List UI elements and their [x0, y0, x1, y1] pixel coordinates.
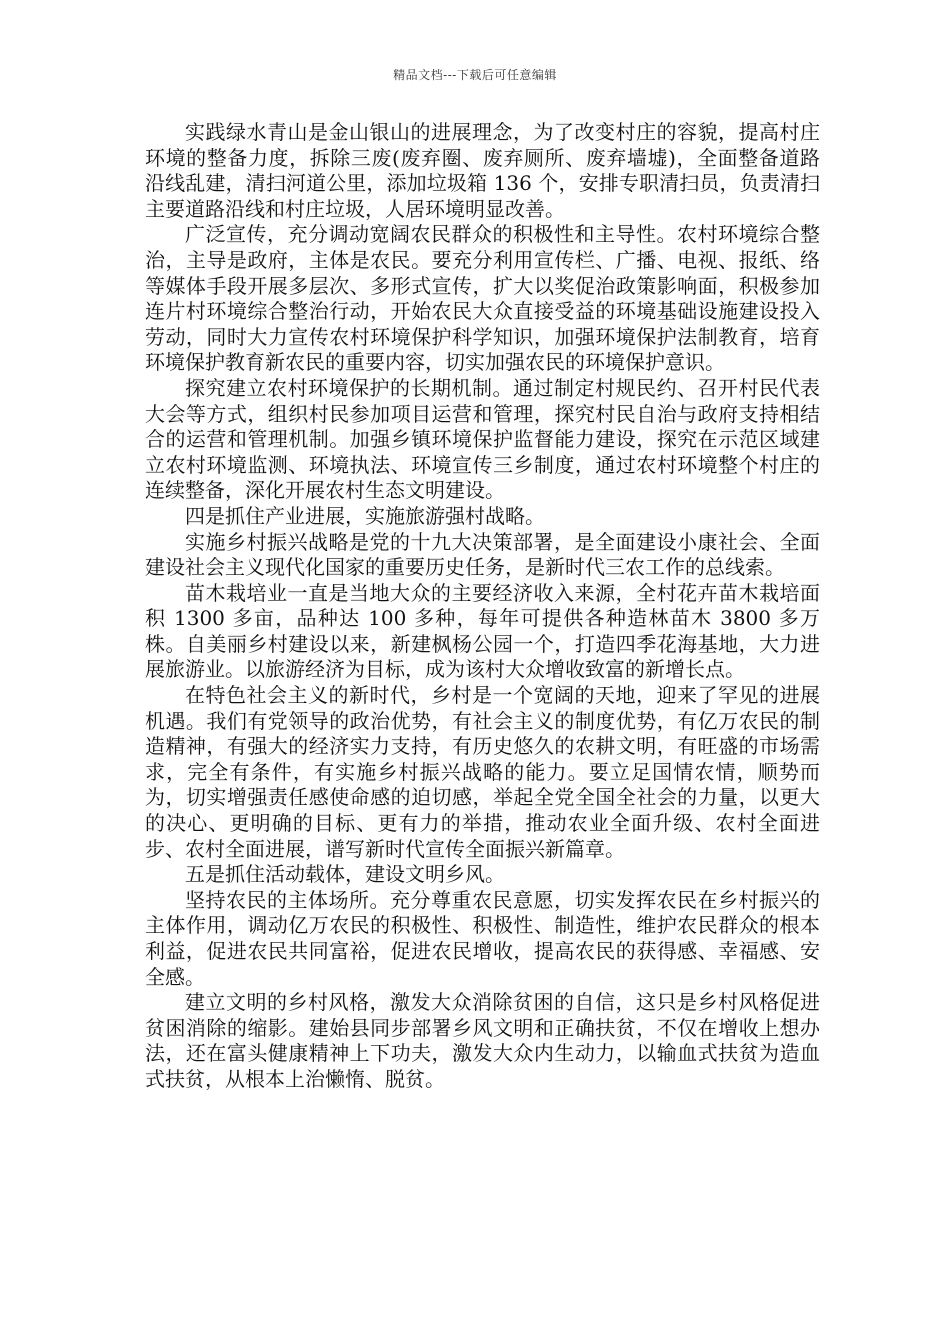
paragraph: 苗木栽培业一直是当地大众的主要经济收入来源，全村花卉苗木栽培面积 1300 多亩，品种达 100 多种，每年可提供各种造林苗木 3800 多万株。自美丽乡村建设以来，新建枫杨公园一个，打造四季花海基地，大力进展旅游业。以旅游经济为目标，成为该村大众增收致富的新增长点。 — [145, 580, 820, 682]
paragraph: 广泛宣传，充分调动宽阔农民群众的积极性和主导性。农村环境综合整治，主导是政府，主体是农民。要充分利用宣传栏、广播、电视、报纸、络等媒体手段开展多层次、多形式宣传，扩大以奖促治政策影响面，积极参加连片村环境综合整治行动，开始农民大众直接受益的环境基础设施建设投入劳动，同时大力宣传农村环境保护科学知识，加强环境保护法制教育，培育环境保护教育新农民的重要内容，切实加强农民的环境保护意识。 — [145, 222, 820, 375]
paragraph: 实施乡村振兴战略是党的十九大决策部署，是全面建设小康社会、全面建设社会主义现代化国家的重要历史任务，是新时代三农工作的总线索。 — [145, 529, 820, 580]
section-heading: 五是抓住活动载体，建设文明乡风。 — [185, 862, 505, 887]
paragraph: 实践绿水青山是金山银山的进展理念，为了改变村庄的容貌，提高村庄环境的整备力度，拆除三废(废弃圈、废弃厕所、废弃墙墟)，全面整备道路沿线乱建，清扫河道公里，添加垃圾箱 136 个，安排专职清扫员，负责清扫主要道路沿线和村庄垃圾，人居环境明显改善。 — [145, 120, 820, 221]
paragraph: 坚持农民的主体场所。充分尊重农民意愿，切实发挥农民在乡村振兴的主体作用，调动亿万农民的积极性、积极性、制造性，维护农民群众的根本利益，促进农民共同富裕，促进农民增收，提高农民的获得感、幸福感、安全感。 — [145, 887, 820, 989]
paragraph: 在特色社会主义的新时代，乡村是一个宽阔的天地，迎来了罕见的进展机遇。我们有党领导的政治优势，有社会主义的制度优势，有亿万农民的制造精神，有强大的经济实力支持，有历史悠久的农耕文明，有旺盛的市场需求，完全有条件，有实施乡村振兴战略的能力。要立足国情农情，顺势而为，切实增强责任感使命感的迫切感，举起全党全国全社会的力量，以更大的决心、更明确的目标、更有力的举措，推动农业全面升级、农村全面进步、农村全面进展，谱写新时代宣传全面振兴新篇章。 — [145, 683, 820, 861]
document-body — [145, 120, 820, 1093]
paragraph: 建立文明的乡村风格，激发大众消除贫困的自信，这只是乡村风格促进贫困消除的缩影。建始县同步部署乡风文明和正确扶贫，不仅在增收上想办法，还在富头健康精神上下功夫，激发大众内生动力，以输血式扶贫为造血式扶贫，从根本上治懒惰、脱贫。 — [145, 990, 820, 1091]
section-heading: 四是抓住产业进展，实施旅游强村战略。 — [185, 503, 545, 528]
paragraph: 探究建立农村环境保护的长期机制。通过制定村规民约、召开村民代表大会等方式，组织村民参加项目运营和管理，探究村民自治与政府支持相结合的运营和管理机制。加强乡镇环境保护监督能力建设，探究在示范区域建立农村环境监测、环境执法、环境宣传三乡制度，通过农村环境整个村庄的连续整备，深化开展农村生态文明建设。 — [145, 375, 820, 503]
page-header: 精品文档---下载后可任意编辑 — [393, 68, 557, 82]
